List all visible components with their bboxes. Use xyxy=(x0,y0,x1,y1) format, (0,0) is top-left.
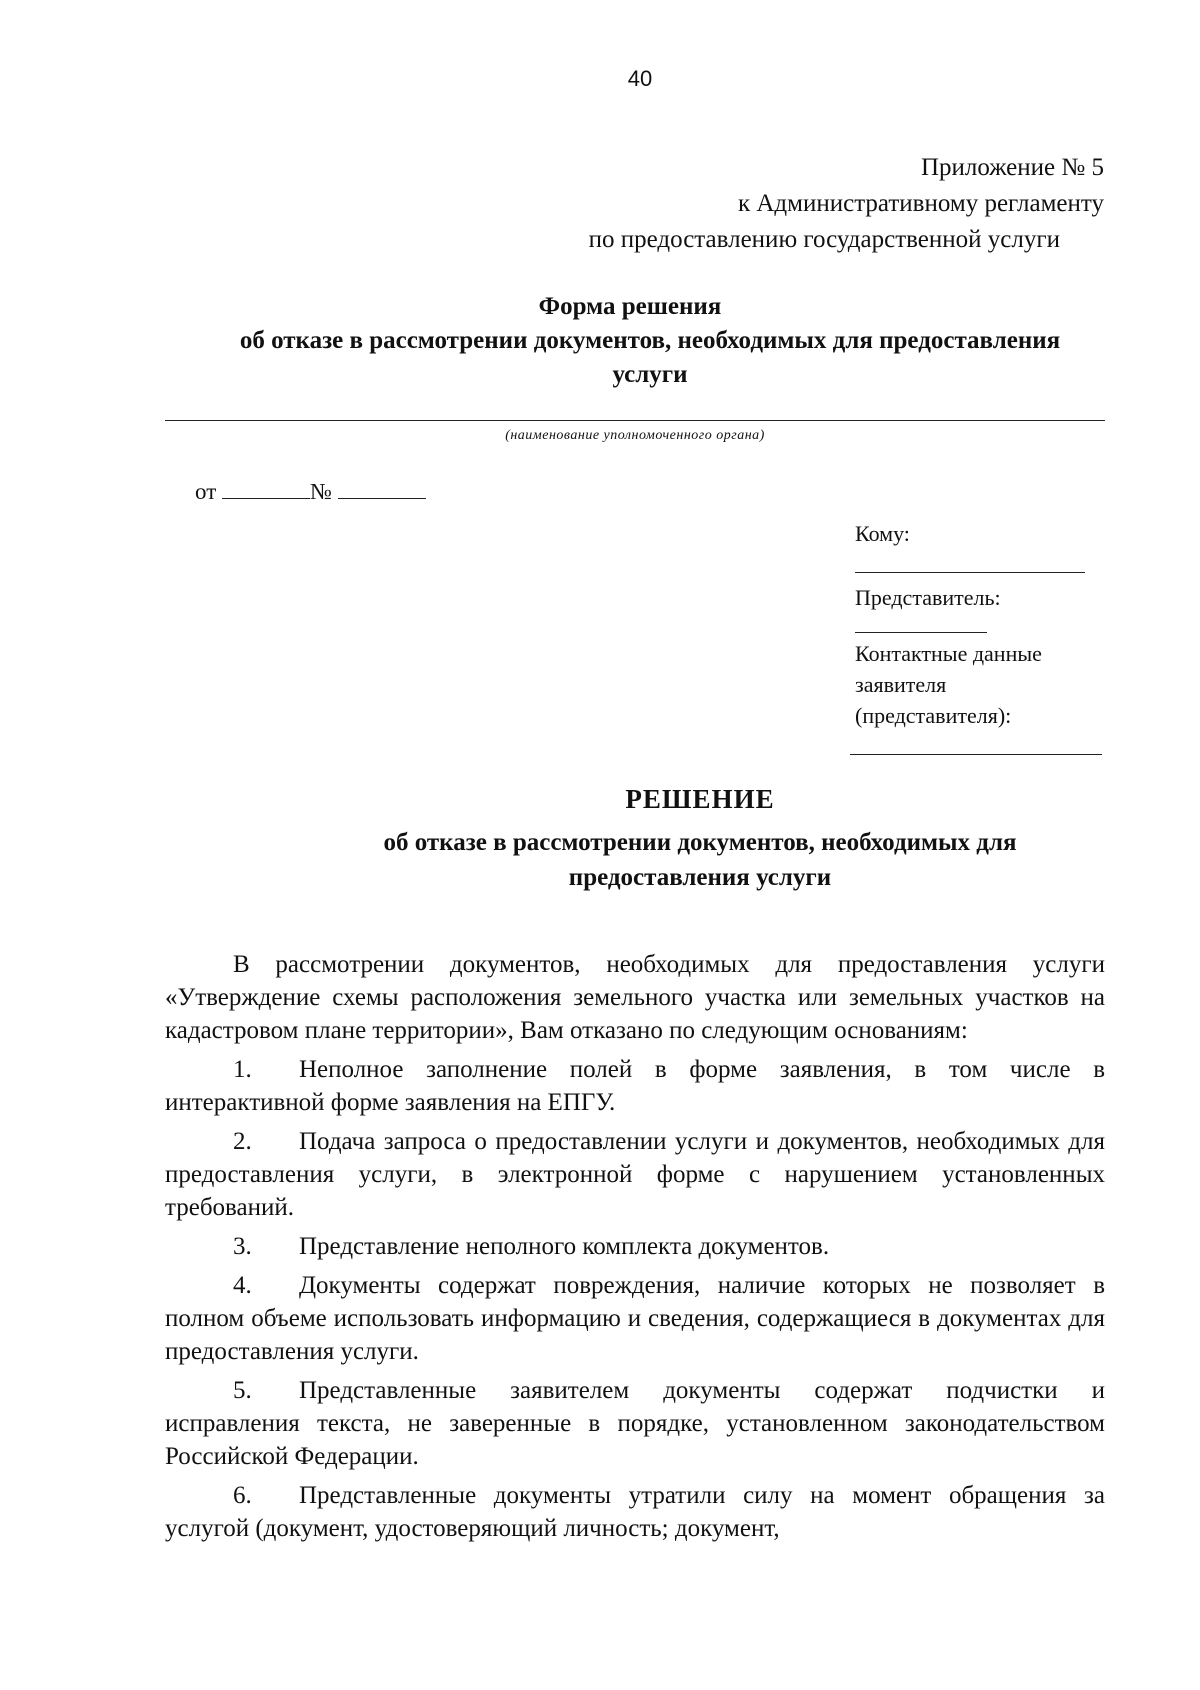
ground-item xyxy=(165,1230,1105,1263)
ground-number: 2. xyxy=(233,1128,252,1155)
from-label: от xyxy=(195,479,217,504)
form-title-line2: об отказе в рассмотрении документов, необходимых для предоставления xyxy=(239,327,1061,354)
representative-underline xyxy=(855,632,987,633)
ground-number: 3. xyxy=(233,1233,252,1260)
form-title-line1: Форма решения xyxy=(538,293,722,320)
ground-item xyxy=(165,1125,1105,1224)
contacts-label-line2: заявителя xyxy=(855,672,947,697)
ground-item xyxy=(165,1374,1105,1473)
ground-item xyxy=(165,1479,1105,1545)
ground-item xyxy=(165,1269,1105,1368)
contacts-label-line1: Контактные данные xyxy=(855,641,1042,666)
contacts-label-line3: (представителя): xyxy=(855,703,1012,728)
ground-text: Представленные заявителем документы содержат подчистки и исправления текста, не заверенные в порядке, установленном законодательством Российской Федерации. xyxy=(165,1377,1105,1470)
number-blank xyxy=(338,478,426,499)
ground-number: 6. xyxy=(233,1482,252,1509)
ground-item xyxy=(165,1053,1105,1119)
decision-subtitle-line1: об отказе в рассмотрении документов, необходимых для xyxy=(383,829,1017,856)
authority-underline xyxy=(165,420,1105,421)
authority-caption: (наименование уполномоченного органа) xyxy=(505,428,765,443)
decision-heading: РЕШЕНИЕ xyxy=(625,784,775,814)
ground-text: Представление неполного комплекта документов. xyxy=(299,1233,830,1260)
appendix-regulation: к Административному регламенту xyxy=(737,190,1104,217)
to-underline xyxy=(855,572,1085,573)
intro-paragraph: В рассмотрении документов, необходимых для предоставления услуги «Утверждение схемы расположения земельного участка или земельных участков на кадастровом плане территории», Вам отказано по следующим основаниям: xyxy=(165,951,1105,1044)
to-label: Кому: xyxy=(855,521,910,546)
form-title-line3: услуги xyxy=(612,361,688,388)
ground-text: Документы содержат повреждения, наличие которых не позволяет в полном объеме использовать информацию и сведения, содержащиеся в документах для предоставления услуги. xyxy=(165,1272,1105,1365)
decision-subtitle-line2: предоставления услуги xyxy=(568,864,832,891)
page-number: 40 xyxy=(627,66,653,91)
number-label: № xyxy=(310,479,332,504)
ground-text: Представленные документы утратили силу на момент обращения за услугой (документ, удостоверяющий личность; документ, xyxy=(165,1482,1105,1542)
ground-text: Неполное заполнение полей в форме заявления, в том числе в интерактивной форме заявления на ЕПГУ. xyxy=(165,1056,1105,1116)
contacts-underline xyxy=(850,754,1102,755)
appendix-service: по предоставлению государственной услуги xyxy=(588,226,1060,253)
appendix-number: Приложение № 5 xyxy=(920,154,1104,181)
ground-number: 4. xyxy=(233,1272,252,1299)
ground-number: 5. xyxy=(233,1377,252,1404)
ground-text: Подача запроса о предоставлении услуги и документов, необходимых для предоставления услуги, в электронной форме с нарушением установленных требований. xyxy=(165,1128,1105,1221)
ground-number: 1. xyxy=(233,1056,252,1083)
representative-label: Представитель: xyxy=(855,585,1001,610)
date-blank xyxy=(222,478,310,499)
decision-body xyxy=(165,948,1105,1551)
date-number-line xyxy=(195,478,426,505)
